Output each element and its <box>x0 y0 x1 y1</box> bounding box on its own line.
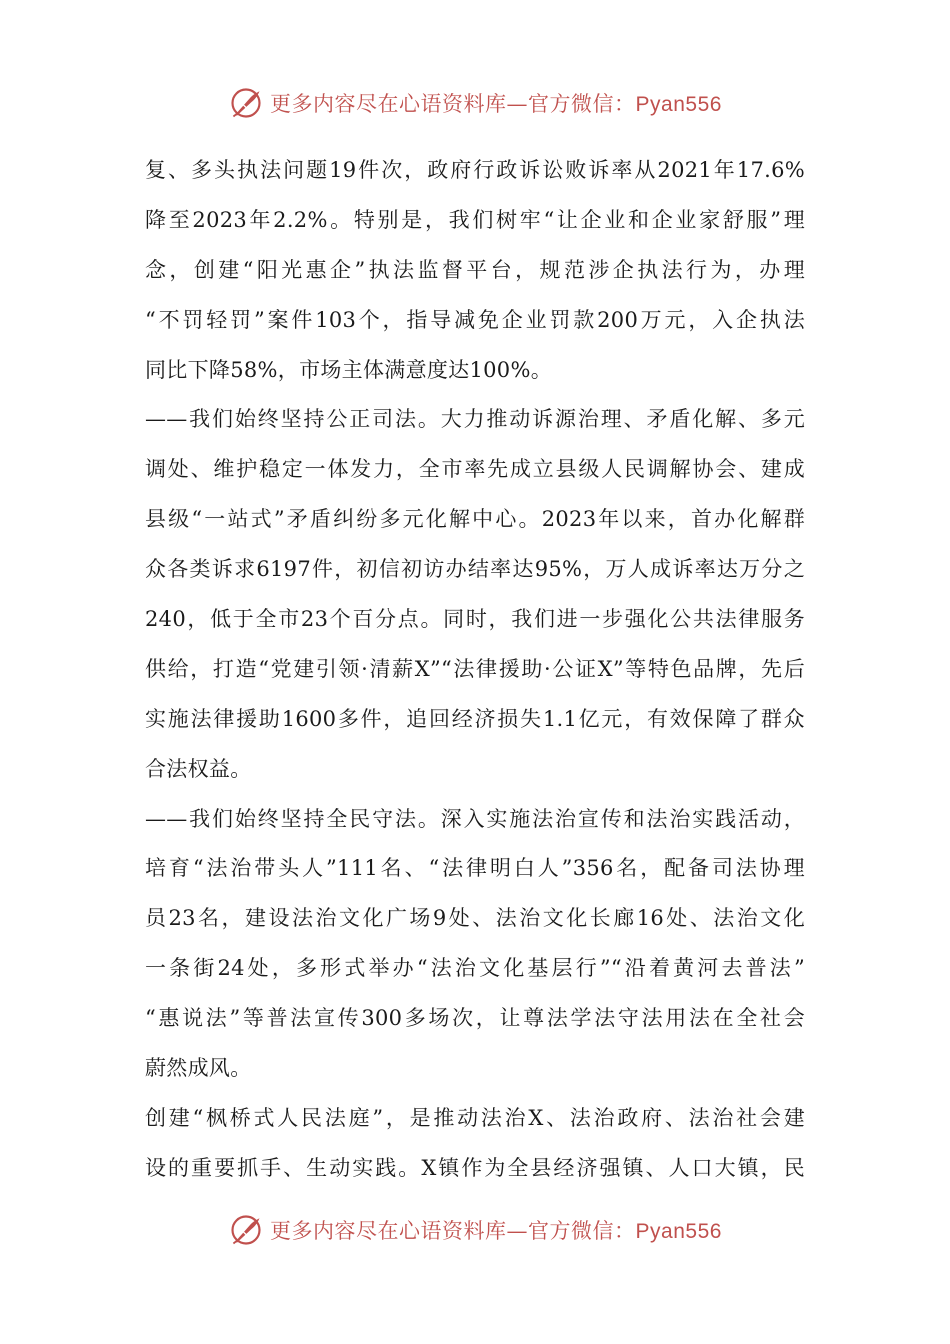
text-line: 一条街24处，多形式举办“法治文化基层行”“沿着黄河去普法” <box>145 956 805 981</box>
footer-watermark <box>0 1210 950 1250</box>
text-line: 众各类诉求6197件，初信初访办结率达95%，万人成诉率达万分之 <box>145 557 805 582</box>
text-line: 培育“法治带头人”111名、“法律明白人”356名，配备司法协理 <box>145 856 805 881</box>
document-body <box>145 146 805 1194</box>
quill-logo-icon <box>228 85 264 121</box>
text-line: 240，低于全市23个百分点。同时，我们进一步强化公共法律服务 <box>145 607 805 632</box>
text-line: 念，创建“阳光惠企”执法监督平台，规范涉企执法行为，办理 <box>145 257 805 282</box>
text-line: 复、多头执法问题19件次，政府行政诉讼败诉率从2021年17.6% <box>145 158 805 182</box>
watermark-text: 更多内容尽在心语资料库—官方微信：Pyan556 <box>270 1219 722 1243</box>
text-line: “惠说法”等普法宣传300多场次，让尊法学法守法用法在全社会 <box>145 1006 805 1031</box>
text-line: 创建“枫桥式人民法庭”，是推动法治X、法治政府、法治社会建 <box>145 1105 805 1130</box>
text-line: 员23名，建设法治文化广场9处、法治文化长廊16处、法治文化 <box>145 906 805 931</box>
quill-logo-icon <box>228 1212 264 1248</box>
text-line: ——我们始终坚持全民守法。深入实施法治宣传和法治实践活动， <box>145 806 805 831</box>
text-line: 实施法律援助1600多件，追回经济损失1.1亿元，有效保障了群众 <box>145 706 805 731</box>
text-line: 合法权益。 <box>145 756 252 781</box>
header-watermark <box>0 83 950 123</box>
text-line: 供给，打造“党建引领·清薪X”“法律援助·公证X”等特色品牌，先后 <box>145 656 805 681</box>
text-line: 蔚然成风。 <box>145 1056 252 1081</box>
text-line: 降至2023年2.2%。特别是，我们树牢“让企业和企业家舒服”理 <box>145 207 805 232</box>
text-line: 同比下降58%，市场主体满意度达100%。 <box>145 357 553 382</box>
watermark-text: 更多内容尽在心语资料库—官方微信：Pyan556 <box>270 92 722 116</box>
text-line: ——我们始终坚持公正司法。大力推动诉源治理、矛盾化解、多元 <box>145 407 805 432</box>
text-line: “不罚轻罚”案件103个，指导减免企业罚款200万元，入企执法 <box>145 307 805 332</box>
text-line: 设的重要抓手、生动实践。X镇作为全县经济强镇、人口大镇，民 <box>145 1155 805 1180</box>
text-line: 调处、维护稳定一体发力，全市率先成立县级人民调解协会、建成 <box>145 457 805 482</box>
text-line: 县级“一站式”矛盾纠纷多元化解中心。2023年以来，首办化解群 <box>145 507 805 532</box>
